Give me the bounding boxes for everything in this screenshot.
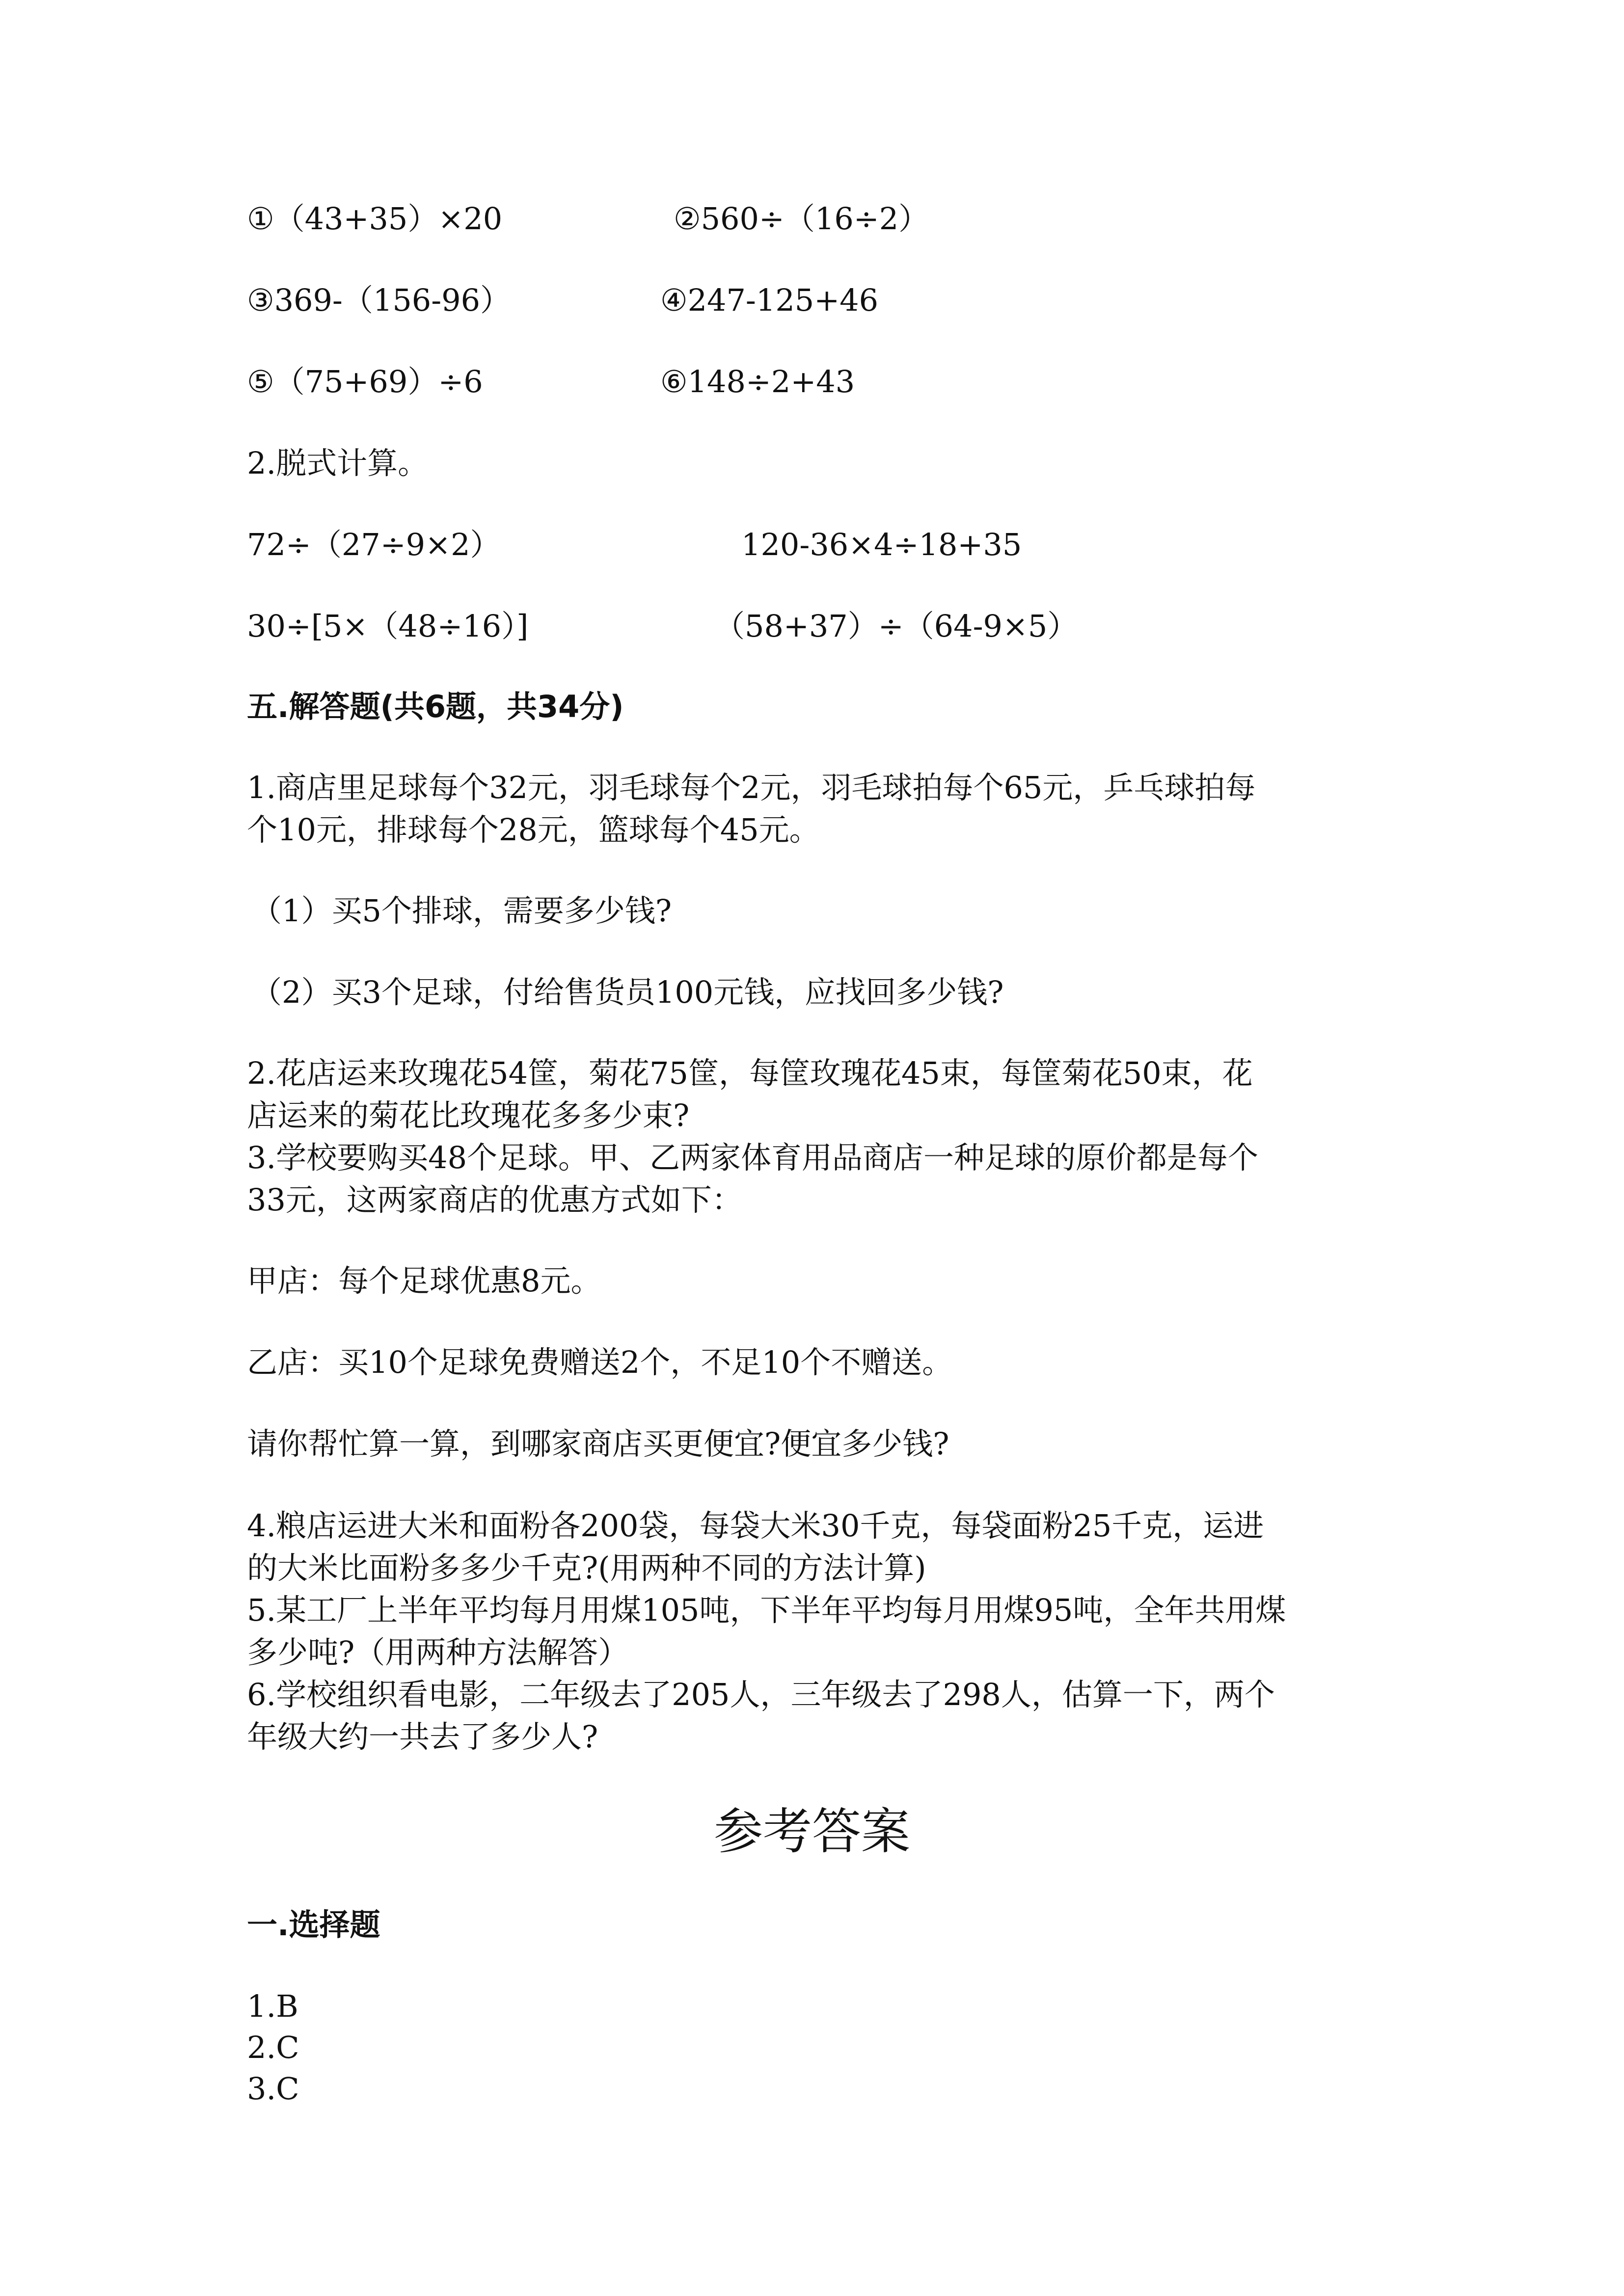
calc-item-5: ⑤（75+69）÷6 bbox=[247, 364, 483, 400]
answer-item-1: 1.B bbox=[247, 1988, 298, 2024]
calc-item-1: ①（43+35）×20 bbox=[247, 201, 503, 237]
problem-1-sub-2: （2）买3个足球，付给售货员100元钱，应找回多少钱? bbox=[251, 974, 1004, 1010]
calc-item-6: ⑥148÷2+43 bbox=[660, 364, 855, 400]
stepwise-item-1: 72÷（27÷9×2） bbox=[247, 527, 501, 562]
problem-4-line-2: 的大米比面粉多多少千克?(用两种不同的方法计算) bbox=[247, 1550, 926, 1586]
problem-3-question: 请你帮忙算一算，到哪家商店买更便宜?便宜多少钱? bbox=[247, 1426, 949, 1462]
problem-3-line-1: 3.学校要购买48个足球。甲、乙两家体育用品商店一种足球的原价都是每个 bbox=[247, 1140, 1259, 1175]
problem-3-line-2: 33元，这两家商店的优惠方式如下： bbox=[247, 1182, 742, 1218]
answer-item-3: 3.C bbox=[247, 2071, 299, 2107]
problem-2-line-2: 店运来的菊花比玫瑰花多多少束? bbox=[247, 1097, 690, 1133]
stepwise-item-2: 120-36×4÷18+35 bbox=[741, 527, 1022, 562]
problem-5 bbox=[247, 1589, 1386, 1674]
problem-2-line-1: 2.花店运来玫瑰花54筐，菊花75筐，每筐玫瑰花45束，每筐菊花50束，花 bbox=[247, 1055, 1253, 1091]
problem-4 bbox=[247, 1505, 1386, 1589]
problem-5-line-1: 5.某工厂上半年平均每月用煤105吨，下半年平均每月用煤95吨，全年共用煤 bbox=[247, 1592, 1286, 1628]
answer-item-2: 2.C bbox=[247, 2029, 299, 2065]
section-5-heading: 五.解答题(共6题，共34分) bbox=[247, 689, 624, 724]
problem-3-store-jia: 甲店：每个足球优惠8元。 bbox=[247, 1263, 601, 1299]
calc-item-4: ④247-125+46 bbox=[660, 282, 879, 318]
problem-4-line-1: 4.粮店运进大米和面粉各200袋，每袋大米30千克，每袋面粉25千克，运进 bbox=[247, 1508, 1264, 1544]
problem-6-line-2: 年级大约一共去了多少人? bbox=[247, 1719, 598, 1755]
stepwise-item-3: 30÷[5×（48÷16）] bbox=[247, 608, 529, 644]
problem-1-line-2: 个10元，排球每个28元，篮球每个45元。 bbox=[247, 812, 820, 848]
problem-2 bbox=[247, 1052, 1386, 1137]
problem-1-line-1: 1.商店里足球每个32元，羽毛球每个2元，羽毛球拍每个65元，乒乓球拍每 bbox=[247, 770, 1256, 805]
problem-6-line-1: 6.学校组织看电影，二年级去了205人，三年级去了298人，估算一下，两个 bbox=[247, 1677, 1275, 1712]
calc-item-2: ②560÷（16÷2） bbox=[674, 201, 929, 237]
problem-6 bbox=[247, 1674, 1386, 1758]
answer-section-1-heading: 一.选择题 bbox=[247, 1907, 380, 1943]
problem-1 bbox=[247, 767, 1386, 851]
problem-3 bbox=[247, 1137, 1386, 1221]
problem-1-sub-1: （1）买5个排球，需要多少钱? bbox=[251, 893, 672, 929]
question-2-title: 2.脱式计算。 bbox=[247, 445, 429, 481]
problem-3-store-yi: 乙店：买10个足球免费赠送2个，不足10个不赠送。 bbox=[247, 1344, 953, 1380]
stepwise-item-4: （58+37）÷（64-9×5） bbox=[714, 608, 1078, 644]
answer-key-title: 参考答案 bbox=[714, 1803, 910, 1860]
calc-item-3: ③369-（156-96） bbox=[247, 282, 511, 318]
problem-5-line-2: 多少吨?（用两种方法解答） bbox=[247, 1634, 629, 1670]
